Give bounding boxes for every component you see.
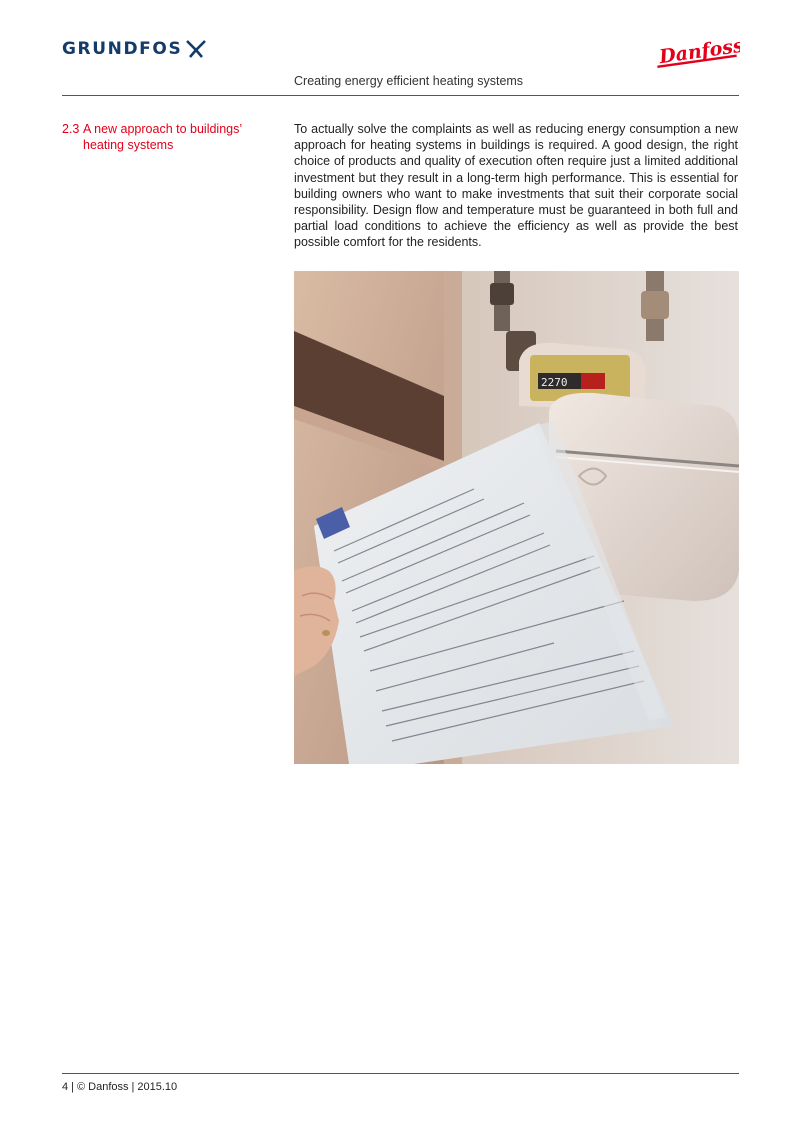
danfoss-logo: [655, 34, 740, 75]
section-heading: [62, 121, 272, 153]
section-number: 2.3: [62, 122, 80, 136]
grundfos-logo-text: GRUNDFOS: [62, 39, 183, 59]
footer-copyright: © Danfoss: [76, 1081, 129, 1093]
meter-reading: 2270: [541, 376, 568, 389]
grundfos-logo: [62, 38, 207, 60]
footer: 4 | © Danfoss | 2015.10: [62, 1081, 178, 1093]
header-title: Creating energy efficient heating systems: [294, 74, 524, 88]
danfoss-logo-text: Danfoss: [657, 34, 740, 69]
body-paragraph: To actually solve the complaints as well as reducing energy consumption a new approach for heating systems in buildings is required. A good design, the right choice of products and quality of execution often require just a limited additional investment but they result in a long-term high performance. This is essential for building owners who want to make investments that suit their corporate social responsibility. Design flow and temperature must be guaranteed in both full and partial load conditions to achieve the efficiency as well as provide the best possible comfort for the residents.: [294, 122, 738, 250]
section-title: A new approach to buildings’ heating systems: [83, 122, 242, 152]
footer-divider: [62, 1073, 739, 1074]
page-number: 4: [62, 1081, 69, 1093]
header-divider: [62, 95, 739, 96]
photo-gas-meter-bill: [294, 271, 739, 764]
footer-date: 2015.10: [137, 1081, 178, 1093]
grundfos-mark-icon: [185, 39, 207, 59]
